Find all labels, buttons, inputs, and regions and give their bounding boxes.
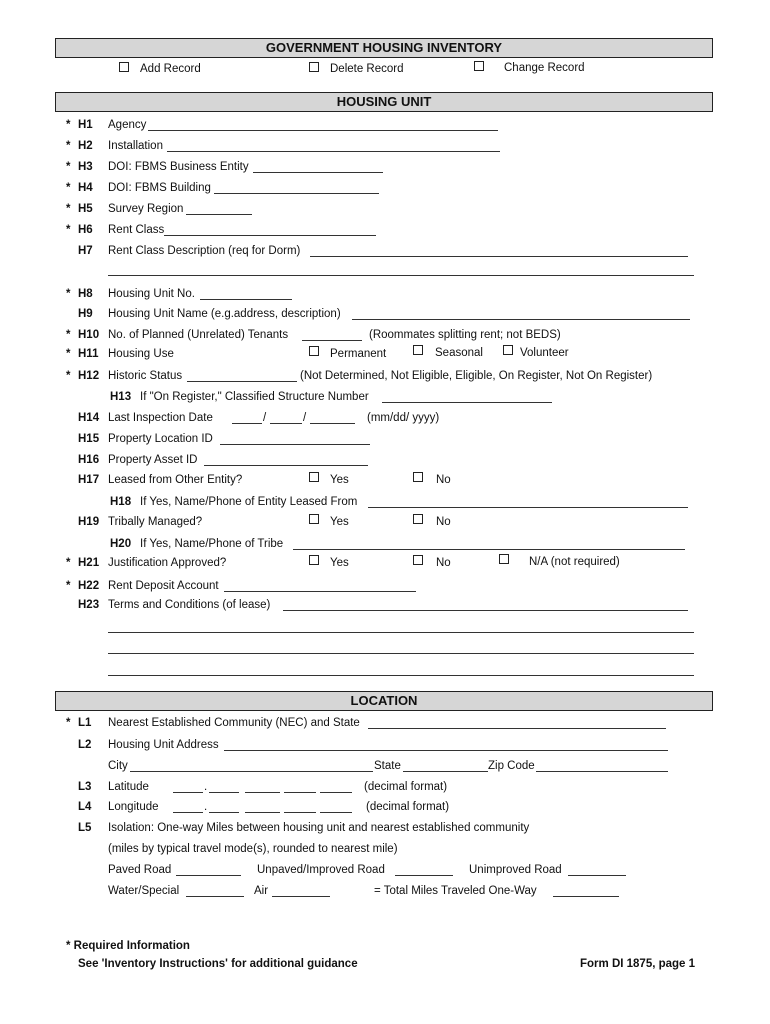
h5-field[interactable] (186, 214, 252, 215)
h17-yes-checkbox[interactable] (309, 472, 319, 482)
h9-code: H9 (78, 308, 93, 320)
h10-label: No. of Planned (Unrelated) Tenants (108, 329, 289, 341)
h16-field[interactable] (204, 465, 368, 466)
h2-code: H2 (78, 140, 93, 152)
required-marker: * (66, 182, 71, 194)
l3-decimal-field[interactable] (284, 792, 316, 793)
l1-label: Nearest Established Community (NEC) and State (108, 717, 360, 729)
l3-decimal-field[interactable] (245, 792, 280, 793)
h21-na-label: N/A (not required) (529, 556, 620, 568)
required-marker: * (66, 329, 71, 341)
l3-code: L3 (78, 781, 92, 793)
h21-label: Justification Approved? (108, 557, 227, 569)
h19-yes-label: Yes (330, 516, 349, 528)
h19-no-label: No (436, 516, 451, 528)
l4-degrees-field[interactable] (173, 812, 203, 813)
required-marker: * (66, 557, 71, 569)
l2-city-field[interactable] (130, 771, 373, 772)
l2-zip-label: Zip Code (488, 760, 535, 772)
h6-field[interactable] (164, 235, 376, 236)
change-record-checkbox[interactable] (474, 61, 484, 71)
required-marker: * (66, 348, 71, 360)
h15-code: H15 (78, 433, 100, 445)
required-marker: * (66, 717, 71, 729)
delete-record-label: Delete Record (330, 63, 404, 75)
required-marker: * (66, 580, 71, 592)
h22-label: Rent Deposit Account (108, 580, 219, 592)
instructions-note: See 'Inventory Instructions' for additional guidance (78, 958, 358, 970)
h16-code: H16 (78, 454, 100, 466)
required-marker: * (66, 140, 71, 152)
h22-field[interactable] (224, 591, 416, 592)
h2-label: Installation (108, 140, 163, 152)
h12-field[interactable] (187, 381, 297, 382)
add-record-checkbox[interactable] (119, 62, 129, 72)
l1-code: L1 (78, 717, 92, 729)
h3-label: DOI: FBMS Business Entity (108, 161, 249, 173)
h7-field-continued[interactable] (108, 275, 694, 276)
l5-water-field[interactable] (186, 896, 244, 897)
l2-state-label: State (374, 760, 401, 772)
h14-note: (mm/dd/ yyyy) (367, 412, 440, 424)
h10-code: H10 (78, 329, 100, 341)
l4-note: (decimal format) (366, 801, 450, 813)
h17-yes-label: Yes (330, 474, 349, 486)
h12-label: Historic Status (108, 370, 183, 382)
l2-field[interactable] (224, 750, 668, 751)
l5-total-label: = Total Miles Traveled One-Way (374, 885, 537, 897)
h6-label: Rent Class (108, 224, 165, 236)
h1-code: H1 (78, 119, 93, 131)
h22-code: H22 (78, 580, 100, 592)
required-info-note: * Required Information (66, 940, 190, 952)
h21-no-checkbox[interactable] (413, 555, 423, 565)
h17-code: H17 (78, 474, 100, 486)
h15-field[interactable] (220, 444, 370, 445)
h4-label: DOI: FBMS Building (108, 182, 211, 194)
l2-code: L2 (78, 739, 92, 751)
h8-field[interactable] (200, 299, 292, 300)
h11-volunteer-label: Volunteer (520, 347, 569, 359)
h14-label: Last Inspection Date (108, 412, 213, 424)
required-marker: * (66, 370, 71, 382)
h20-field[interactable] (293, 549, 685, 550)
h18-code: H18 (110, 496, 132, 508)
l5-water-label: Water/Special (108, 885, 180, 897)
housing-unit-section-title: HOUSING UNIT (55, 92, 713, 112)
h20-code: H20 (110, 538, 132, 550)
h7-label: Rent Class Description (req for Dorm) (108, 245, 301, 257)
h3-code: H3 (78, 161, 93, 173)
h14-month-field[interactable] (232, 423, 262, 424)
h21-na-checkbox[interactable] (499, 554, 509, 564)
h4-code: H4 (78, 182, 93, 194)
l5-code: L5 (78, 822, 92, 834)
h23-field-line[interactable] (108, 653, 694, 654)
h11-seasonal-label: Seasonal (435, 347, 483, 359)
form-number: Form DI 1875, page 1 (580, 958, 696, 970)
h1-label: Agency (108, 119, 147, 131)
h10-field[interactable] (302, 340, 362, 341)
l3-note: (decimal format) (364, 781, 448, 793)
h15-label: Property Location ID (108, 433, 213, 445)
h19-yes-checkbox[interactable] (309, 514, 319, 524)
l4-code: L4 (78, 801, 92, 813)
h3-field[interactable] (253, 172, 383, 173)
l2-city-label: City (108, 760, 128, 772)
h21-yes-checkbox[interactable] (309, 555, 319, 565)
required-marker: * (66, 288, 71, 300)
h11-permanent-checkbox[interactable] (309, 346, 319, 356)
add-record-label: Add Record (140, 63, 201, 75)
h6-code: H6 (78, 224, 93, 236)
h23-label: Terms and Conditions (of lease) (108, 599, 271, 611)
l2-state-field[interactable] (403, 771, 488, 772)
form-title: GOVERNMENT HOUSING INVENTORY (55, 38, 713, 58)
required-marker: * (66, 119, 71, 131)
l1-field[interactable] (368, 728, 666, 729)
l2-zip-field[interactable] (536, 771, 668, 772)
h19-label: Tribally Managed? (108, 516, 203, 528)
required-marker: * (66, 161, 71, 173)
h19-no-checkbox[interactable] (413, 514, 423, 524)
l5-paved-field[interactable] (176, 875, 241, 876)
h23-field-line[interactable] (108, 632, 694, 633)
h8-label: Housing Unit No. (108, 288, 195, 300)
h21-code: H21 (78, 557, 100, 569)
h12-code: H12 (78, 370, 100, 382)
h21-no-label: No (436, 557, 451, 569)
l5-air-field[interactable] (272, 896, 330, 897)
l5-unpaved-field[interactable] (395, 875, 453, 876)
h11-permanent-label: Permanent (330, 348, 387, 360)
h13-code: H13 (110, 391, 132, 403)
h18-label: If Yes, Name/Phone of Entity Leased From (140, 496, 358, 508)
h7-code: H7 (78, 245, 93, 257)
h21-yes-label: Yes (330, 557, 349, 569)
h7-field[interactable] (310, 256, 688, 257)
l5-air-label: Air (254, 885, 269, 897)
delete-record-checkbox[interactable] (309, 62, 319, 72)
l5-unimproved-field[interactable] (568, 875, 626, 876)
h8-code: H8 (78, 288, 93, 300)
h17-no-label: No (436, 474, 451, 486)
h4-field[interactable] (214, 193, 379, 194)
h13-label: If "On Register," Classified Structure Number (140, 391, 369, 403)
l3-label: Latitude (108, 781, 149, 793)
h5-label: Survey Region (108, 203, 184, 215)
h11-label: Housing Use (108, 348, 174, 360)
l4-decimal-field[interactable] (209, 812, 239, 813)
h11-seasonal-checkbox[interactable] (413, 345, 423, 355)
l5-paved-label: Paved Road (108, 864, 172, 876)
l3-decimal-field[interactable] (209, 792, 239, 793)
h14-day-field[interactable] (270, 423, 302, 424)
h23-field-line[interactable] (108, 675, 694, 676)
h1-field[interactable] (148, 130, 498, 131)
h10-note: (Roommates splitting rent; not BEDS) (369, 329, 561, 341)
l4-decimal-field[interactable] (245, 812, 280, 813)
h16-label: Property Asset ID (108, 454, 198, 466)
h19-code: H19 (78, 516, 100, 528)
l4-decimal-field[interactable] (284, 812, 316, 813)
h2-field[interactable] (167, 151, 500, 152)
h13-field[interactable] (382, 402, 552, 403)
h23-field[interactable] (283, 610, 688, 611)
l4-label: Longitude (108, 801, 159, 813)
l2-label: Housing Unit Address (108, 739, 219, 751)
l3-decimal-field[interactable] (320, 792, 352, 793)
h20-label: If Yes, Name/Phone of Tribe (140, 538, 284, 550)
location-section-title: LOCATION (55, 691, 713, 711)
h9-field[interactable] (352, 319, 690, 320)
h17-no-checkbox[interactable] (413, 472, 423, 482)
h11-volunteer-checkbox[interactable] (503, 345, 513, 355)
h11-code: H11 (78, 348, 99, 360)
h5-code: H5 (78, 203, 93, 215)
l3-degrees-field[interactable] (173, 792, 203, 793)
h23-code: H23 (78, 599, 100, 611)
l5-total-field[interactable] (553, 896, 619, 897)
h18-field[interactable] (368, 507, 688, 508)
change-record-label: Change Record (504, 62, 585, 74)
required-marker: * (66, 224, 71, 236)
h14-code: H14 (78, 412, 100, 424)
l5-unimproved-label: Unimproved Road (469, 864, 562, 876)
required-marker: * (66, 203, 71, 215)
h17-label: Leased from Other Entity? (108, 474, 243, 486)
l5-label: Isolation: One-way Miles between housing unit and nearest established community (108, 822, 530, 834)
h9-label: Housing Unit Name (e.g.address, description) (108, 308, 341, 320)
h14-year-field[interactable] (310, 423, 355, 424)
l5-subtext: (miles by typical travel mode(s), rounded to nearest mile) (108, 843, 398, 855)
l5-unpaved-label: Unpaved/Improved Road (257, 864, 385, 876)
h12-note: (Not Determined, Not Eligible, Eligible, On Register, Not On Register) (300, 370, 653, 382)
l4-decimal-field[interactable] (320, 812, 352, 813)
